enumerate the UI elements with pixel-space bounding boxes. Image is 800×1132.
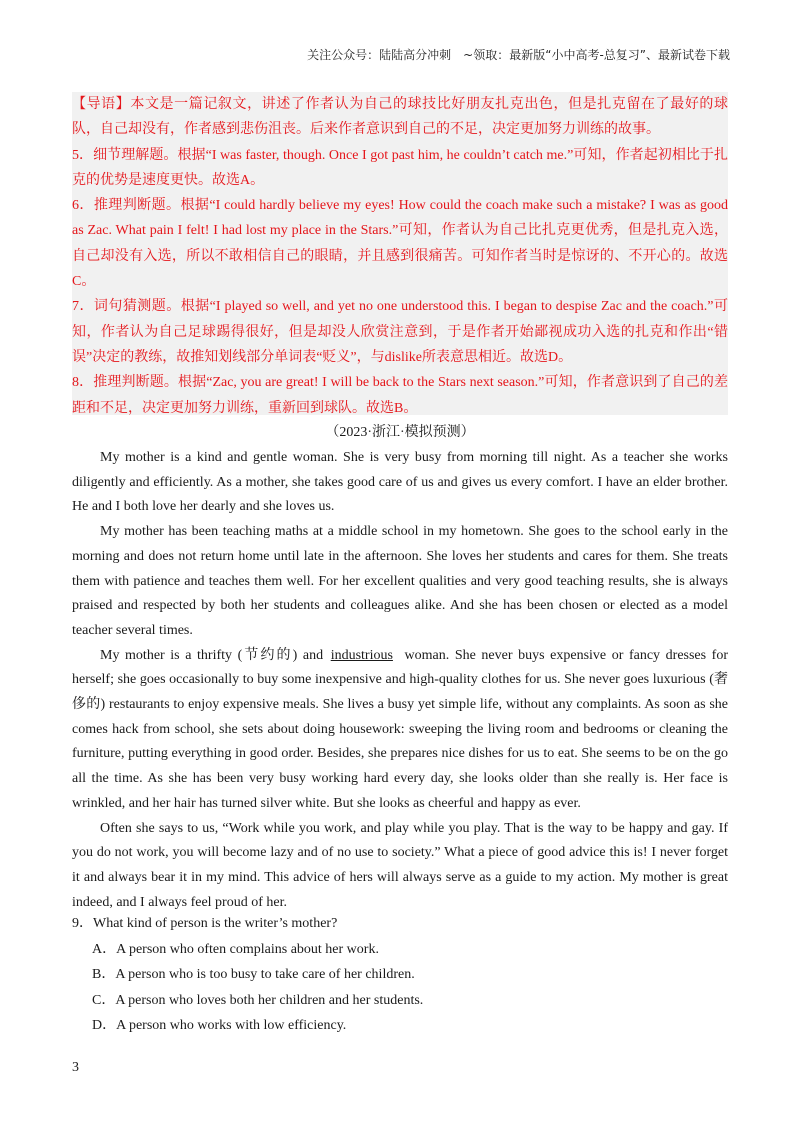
option-b: B．A person who is too busy to take care of her children. [92, 967, 415, 982]
question-stem: 9．What kind of person is the writer’s mother? [72, 916, 338, 931]
option-c: C．A person who loves both her children and her students. [92, 992, 424, 1008]
underlined-word: industrious [330, 647, 393, 663]
question-9 [72, 911, 728, 1039]
answer-q6: 6．推理判断题。根据“I could hardly believe my eyes! How could the coach make such a mistake? I was as good as Zac. What pain I felt! I had lost my place in the Stars.”可知，作者认为自己比扎克更优秀，但是扎克入选，自己却没有入选，所以不敢相信自己的眼睛，并且感到很痛苦。可知作者当时是惊讶的、不开心的。故选C。 [72, 198, 728, 290]
reading-passage [72, 446, 728, 915]
page-number: 3 [72, 1060, 79, 1075]
answer-q5: 5．细节理解题。根据“I was faster, though. Once I got past him, he couldn’t catch me.”可知，作者起初相比于扎克的优势是速度更快。故选A。 [72, 147, 728, 188]
paragraph-3-start: My mother is a thrifty (节约的) and [100, 647, 324, 663]
passage-paragraph-4: Often she says to us, “Work while you work, and play while you play. That is the way to be happy and gay. If you do not work, you will become lazy and of no use to society.” What a piece of good advice this is! I never forget it and always bear it in my mind. This advice of hers will always serve as a guide to my action. My mother is great indeed, and I always feel proud of her. [72, 820, 728, 910]
option-d: D．A person who works with low efficiency. [92, 1018, 347, 1033]
passage-source: （2023·浙江·模拟预测） [325, 425, 475, 440]
answer-explanation-box [72, 92, 728, 415]
passage-paragraph-1: My mother is a kind and gentle woman. She is very busy from morning till night. As a teacher she works diligently and efficiently. As a mother, she takes good care of us and gives us every comfort. I have an elder brother. He and I both love her dearly and she loves us. [72, 450, 728, 515]
answer-q8: 8．推理判断题。根据“Zac, you are great! I will be back to the Stars next season.”可知，作者意识到了自己的差距和不足，决定更加努力训练，重新回到球队。故选B。 [72, 375, 728, 416]
paragraph-3-rest: woman. She never buys expensive or fancy dresses for herself; she goes occasionally to buy some inexpensive and high-quality clothes for us. She never goes luxurious (奢侈的) restaurants to enjoy expensive meals. She lives a busy yet simple life, without any complaints. As soon as she comes hack from school, she sets about doing housework: sweeping the living room and bedrooms or cleaning the furniture, putting everything in good order. Besides, she prepares nice dishes for us to eat. She seems to be on the go all the time. As she has been very busy working hard every day, she looks older than she really is. Her face is wrinkled, and her hair has turned silver white. But she looks as cheerful and happy as ever. [72, 647, 729, 811]
answer-intro: 【导语】本文是一篇记叙文，讲述了作者认为自己的球技比好朋友扎克出色，但是扎克留在了最好的球队，自己却没有，作者感到悲伤沮丧。后来作者意识到自己的不足，决定更加努力训练的故事。 [72, 97, 728, 138]
page-header: 关注公众号：陆陆高分冲刺 ~领取：最新版“小中高考-总复习”、最新试卷下载 [307, 48, 730, 62]
answer-q7: 7．词句猜测题。根据“I played so well, and yet no one understood this. I began to despise Zac and the coach.”可知，作者认为自己足球踢得很好，但是却没人欣赏注意到，于是作者开始鄙视成功入选的扎克和作出“错误”决定的教练，故推知划线部分单词表“贬义”，与dislike所表意思相近。故选D。 [72, 299, 728, 365]
option-a: A．A person who often complains about her work. [92, 941, 379, 957]
passage-paragraph-2: My mother has been teaching maths at a middle school in my hometown. She goes to the school early in the morning and does not return home until late in the afternoon. She loves her students and cares for them. She treats them with patience and teaches them well. For her excellent qualities and very good teaching results, she is always praised and respected by both her students and colleagues alike. And she has been chosen or elected as a model teacher several times. [72, 524, 728, 638]
passage-paragraph-3 [72, 644, 728, 817]
